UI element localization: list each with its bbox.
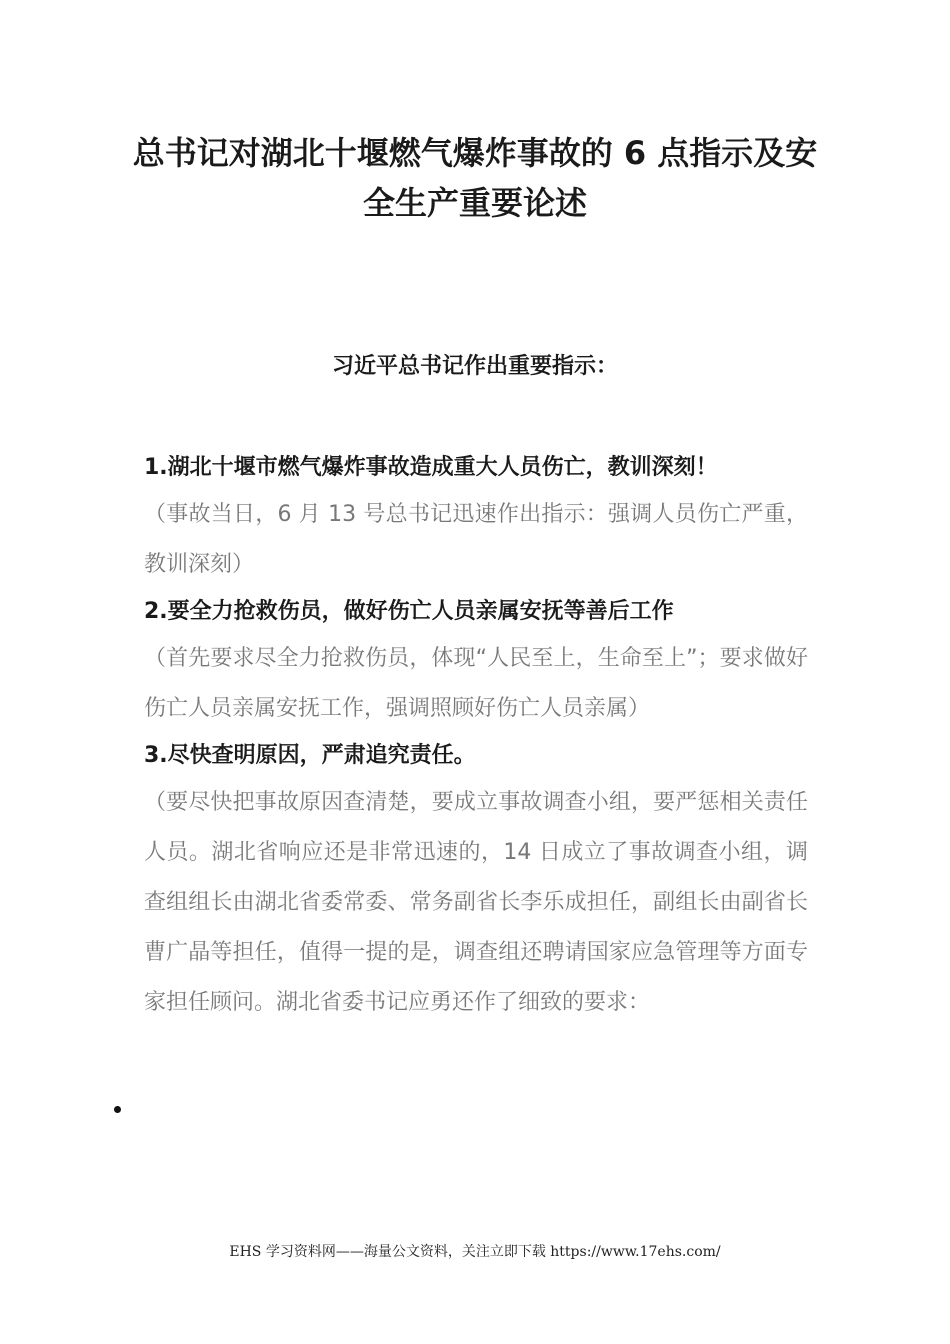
page-footer: EHS 学习资料网——海量公文资料，关注立即下载 https://www.17ehs.com/	[229, 1244, 721, 1260]
section-3-heading: 3.尽快查明原因，严肃追究责任。	[144, 743, 476, 768]
document-subtitle: 习近平总书记作出重要指示：	[331, 354, 618, 379]
section-3-note: （要尽快把事故原因查清楚，要成立事故调查小组，要严惩相关责任人员。湖北省响应还是非常迅速的，14 日成立了事故调查小组，调查组组长由湖北省委常委、常务副省长李乐成担任，副组长由副省长曹广晶等担任，值得一提的是，调查组还聘请国家应急管理等方面专家担任顾问。湖北省委书记应勇还作了细致的要求：	[144, 790, 808, 1015]
document-title: 总书记对湖北十堰燃气爆炸事故的 6 点指示及安全生产重要论述	[132, 134, 818, 222]
section-1-heading: 1.湖北十堰市燃气爆炸事故造成重大人员伤亡，教训深刻！	[144, 455, 718, 480]
bullet-point	[114, 1106, 121, 1113]
section-1-note: （事故当日，6 月 13 号总书记迅速作出指示：强调人员伤亡严重，教训深刻）	[144, 502, 808, 577]
section-2-heading: 2.要全力抢救伤员，做好伤亡人员亲属安抚等善后工作	[144, 599, 674, 624]
document-body	[144, 448, 808, 1028]
section-2-note: （首先要求尽全力抢救伤员，体现“人民至上，生命至上”；要求做好伤亡人员亲属安抚工作，强调照顾好伤亡人员亲属）	[144, 646, 808, 721]
